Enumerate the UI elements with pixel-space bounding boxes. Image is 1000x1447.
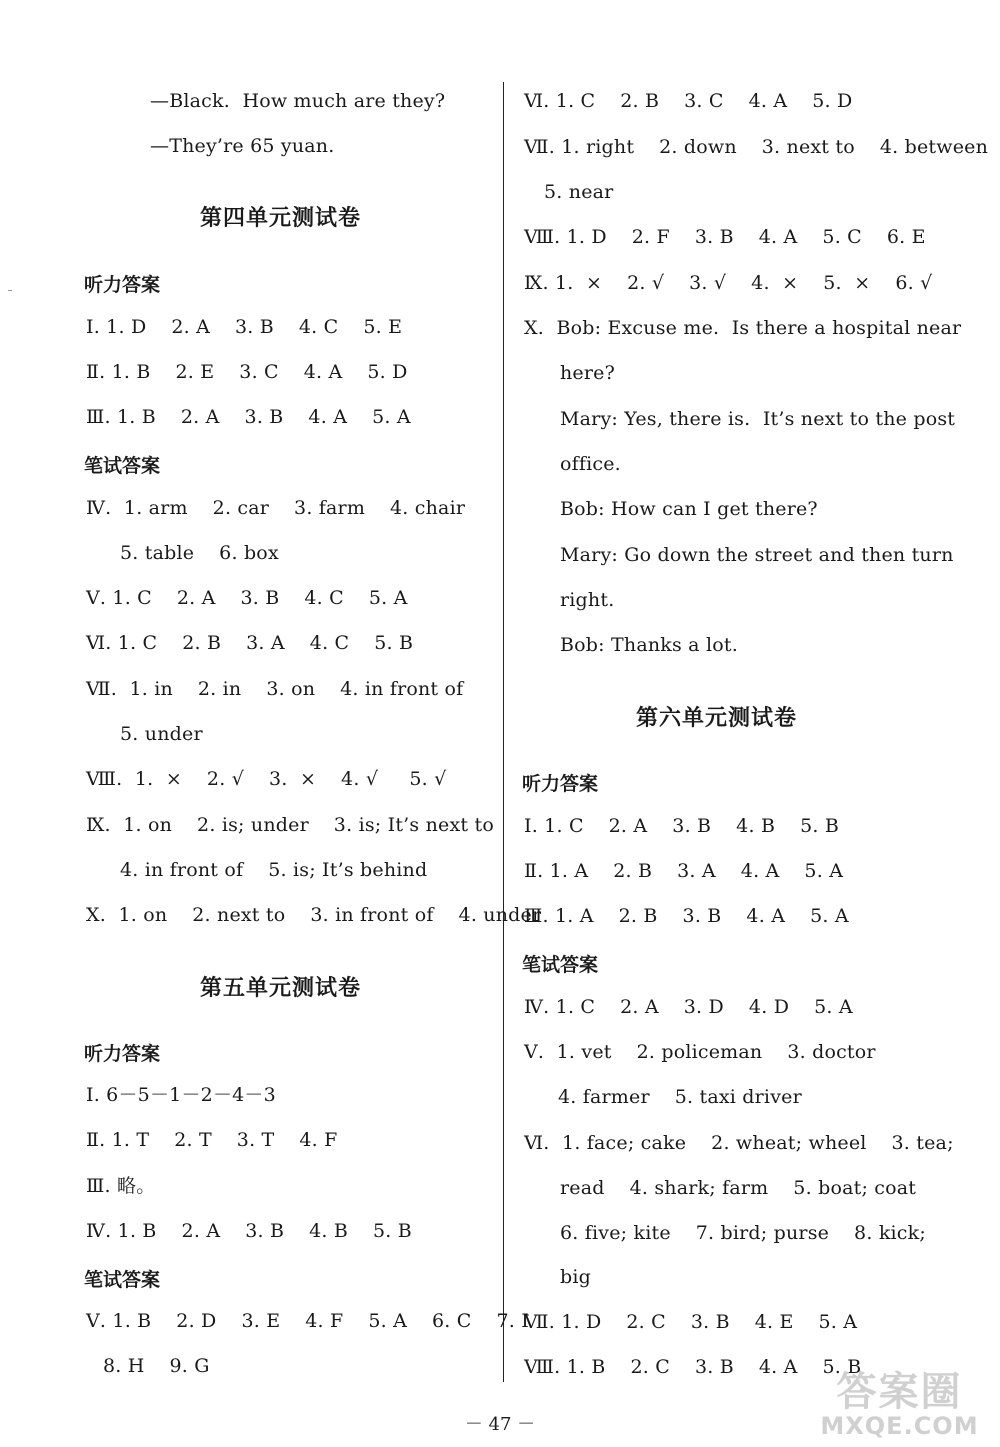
unit6-written-label: 笔试答案: [522, 954, 599, 976]
unit4-written-label: 笔试答案: [84, 455, 161, 477]
answer-line: read 4. shark; farm 5. boat; coat: [560, 1177, 917, 1199]
answer-line: 4. in front of 5. is; It’s behind: [120, 859, 428, 881]
answer-line: Ⅶ. 1. D 2. C 3. B 4. E 5. A: [524, 1311, 858, 1333]
answer-line: Ⅵ. 1. C 2. B 3. C 4. A 5. D: [524, 90, 853, 112]
answer-line: Ⅵ. 1. C 2. B 3. A 4. C 5. B: [86, 632, 414, 654]
watermark-url: MXQE.COM: [820, 1412, 979, 1440]
answer-line: Ⅴ. 1. B 2. D 3. E 4. F 5. A 6. C 7. I: [86, 1310, 529, 1332]
margin-mark: [8, 290, 12, 291]
answer-line: Ⅴ. 1. C 2. A 3. B 4. C 5. A: [86, 587, 408, 609]
answer-line: Ⅱ. 1. T 2. T 3. T 4. F: [86, 1129, 338, 1151]
answer-line: Mary: Go down the street and then turn: [560, 544, 954, 566]
answer-line: 5. table 6. box: [120, 542, 279, 564]
answer-line: Ⅱ. 1. A 2. B 3. A 4. A 5. A: [524, 860, 844, 882]
answer-line: Ⅸ. 1. on 2. is; under 3. is; It’s next to: [86, 814, 494, 836]
answer-line: Ⅶ. 1. right 2. down 3. next to 4. between: [524, 136, 989, 158]
answer-line: 5. under: [120, 723, 203, 745]
answer-line: Ⅹ. 1. on 2. next to 3. in front of 4. under: [86, 904, 542, 926]
answer-line: 4. farmer 5. taxi driver: [558, 1086, 802, 1108]
answer-line: Ⅸ. 1. × 2. √ 3. √ 4. × 5. × 6. √: [524, 272, 933, 294]
unit6-listening-label: 听力答案: [522, 773, 599, 795]
answer-line: 8. H 9. G: [103, 1355, 210, 1377]
answer-line: Ⅶ. 1. in 2. in 3. on 4. in front of: [86, 678, 464, 700]
answer-line: Ⅳ. 1. B 2. A 3. B 4. B 5. B: [86, 1220, 412, 1242]
answer-line: Ⅴ. 1. vet 2. policeman 3. doctor: [524, 1041, 876, 1063]
answer-line: Ⅲ. 略。: [86, 1175, 156, 1197]
watermark: [817, 1371, 982, 1439]
answer-line: Ⅹ. Bob: Excuse me. Is there a hospital near: [524, 317, 962, 339]
unit5-listening-label: 听力答案: [84, 1043, 161, 1065]
answer-line: 6. five; kite 7. bird; purse 8. kick;: [560, 1222, 926, 1244]
page-number: － 47 －: [464, 1414, 536, 1435]
answer-line: here?: [560, 362, 615, 384]
answer-line: Bob: Thanks a lot.: [560, 634, 738, 656]
answer-line: Ⅳ. 1. arm 2. car 3. farm 4. chair: [86, 497, 466, 519]
unit4-listening-label: 听力答案: [84, 274, 161, 296]
answer-line: Mary: Yes, there is. It’s next to the post: [560, 408, 956, 430]
answer-line: office.: [560, 453, 621, 475]
answer-line: right.: [560, 589, 615, 611]
unit6-title: 第六单元测试卷: [636, 706, 798, 731]
column-divider: [503, 82, 504, 1382]
answer-line: Ⅷ. 1. × 2. √ 3. × 4. √ 5. √: [86, 768, 447, 790]
answer-line: Ⅷ. 1. B 2. C 3. B 4. A 5. B: [524, 1356, 862, 1378]
unit5-title: 第五单元测试卷: [200, 976, 362, 1001]
answer-line: Ⅷ. 1. D 2. F 3. B 4. A 5. C 6. E: [524, 226, 926, 248]
answer-line: Ⅰ. 1. D 2. A 3. B 4. C 5. E: [86, 316, 403, 338]
answer-line: Ⅰ. 6－5－1－2－4－3: [86, 1084, 276, 1106]
watermark-logo-text: 答案圈: [836, 1369, 963, 1415]
answer-line: big: [560, 1266, 592, 1288]
answer-line: 5. near: [544, 181, 614, 203]
unit5-written-label: 笔试答案: [84, 1269, 161, 1291]
dialogue-line: —They’re 65 yuan.: [150, 135, 335, 157]
unit4-title: 第四单元测试卷: [200, 206, 362, 231]
answer-line: Ⅳ. 1. C 2. A 3. D 4. D 5. A: [524, 996, 853, 1018]
answer-line: Bob: How can I get there?: [560, 498, 818, 520]
dialogue-line: —Black. How much are they?: [150, 90, 446, 112]
answer-line: Ⅲ. 1. B 2. A 3. B 4. A 5. A: [86, 406, 411, 428]
answer-line: Ⅰ. 1. C 2. A 3. B 4. B 5. B: [524, 815, 840, 837]
answer-line: Ⅱ. 1. B 2. E 3. C 4. A 5. D: [86, 361, 408, 383]
answer-line: Ⅵ. 1. face; cake 2. wheat; wheel 3. tea;: [524, 1132, 954, 1154]
answer-line: Ⅲ. 1. A 2. B 3. B 4. A 5. A: [524, 905, 849, 927]
